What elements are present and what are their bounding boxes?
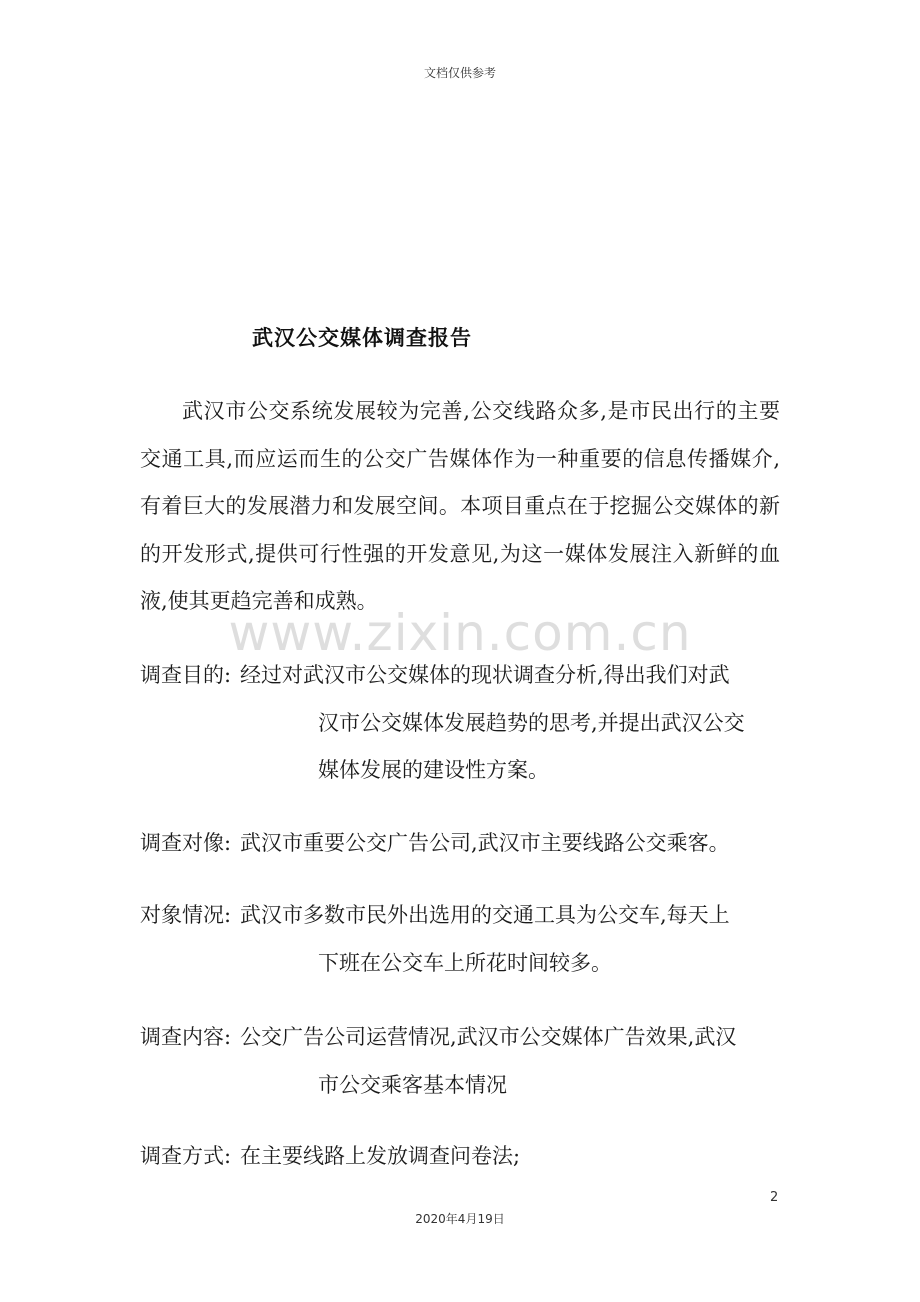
item-line: 武汉市多数市民外出选用的交通工具为公交车,每天上 <box>240 903 730 927</box>
item-line: 下班在公交车上所花时间较多。 <box>318 950 612 975</box>
document-title: 武汉公交媒体调查报告 <box>252 326 472 350</box>
item-label: 调查对像: <box>140 831 232 855</box>
item-line: 经过对武汉市公交媒体的现状调查分析,得出我们对武 <box>240 663 730 687</box>
item-line: 媒体发展的建设性方案。 <box>318 758 549 782</box>
item-label: 调查方式: <box>140 1144 232 1168</box>
item-survey-content <box>140 1014 780 1109</box>
intro-paragraph: 武汉市公交系统发展较为完善,公交线路众多,是市民出行的主要交通工具,而应运而生的公交广告媒体作为一种重要的信息传播媒介,有着巨大的发展潜力和发展空间。本项目重点在于挖掘公交媒体的新的开发形式,提供可行性强的开发意见,为这一媒体发展注入新鲜的血液,使其更趋完善和成熟。 <box>140 399 780 613</box>
item-subjects <box>140 820 780 868</box>
item-line: 市公交乘客基本情况 <box>318 1072 507 1097</box>
item-label: 对象情况: <box>140 903 232 927</box>
item-subject-situation <box>140 892 780 987</box>
item-line: 在主要线路上发放调查问卷法; <box>240 1144 521 1168</box>
watermark-text: www.zixin.com.cn <box>228 604 692 662</box>
item-content <box>240 652 770 795</box>
header-note: 文档仅供参考 <box>423 66 496 80</box>
item-label: 调查内容: <box>140 1025 232 1049</box>
item-content <box>240 820 770 868</box>
item-content <box>240 892 770 987</box>
item-survey-method <box>140 1133 780 1181</box>
page-number: 2 <box>770 1190 779 1205</box>
item-line: 公交广告公司运营情况,武汉市公交媒体广告效果,武汉 <box>240 1025 737 1049</box>
item-content <box>240 1014 770 1109</box>
footer-date: 2020年4月19日 <box>415 1212 505 1226</box>
item-line: 汉市公交媒体发展趋势的思考,并提出武汉公交 <box>318 710 745 735</box>
item-content <box>240 1133 770 1181</box>
item-purpose <box>140 652 780 795</box>
item-line: 武汉市重要公交广告公司,武汉市主要线路公交乘客。 <box>240 831 730 855</box>
item-label: 调查目的: <box>140 663 232 687</box>
